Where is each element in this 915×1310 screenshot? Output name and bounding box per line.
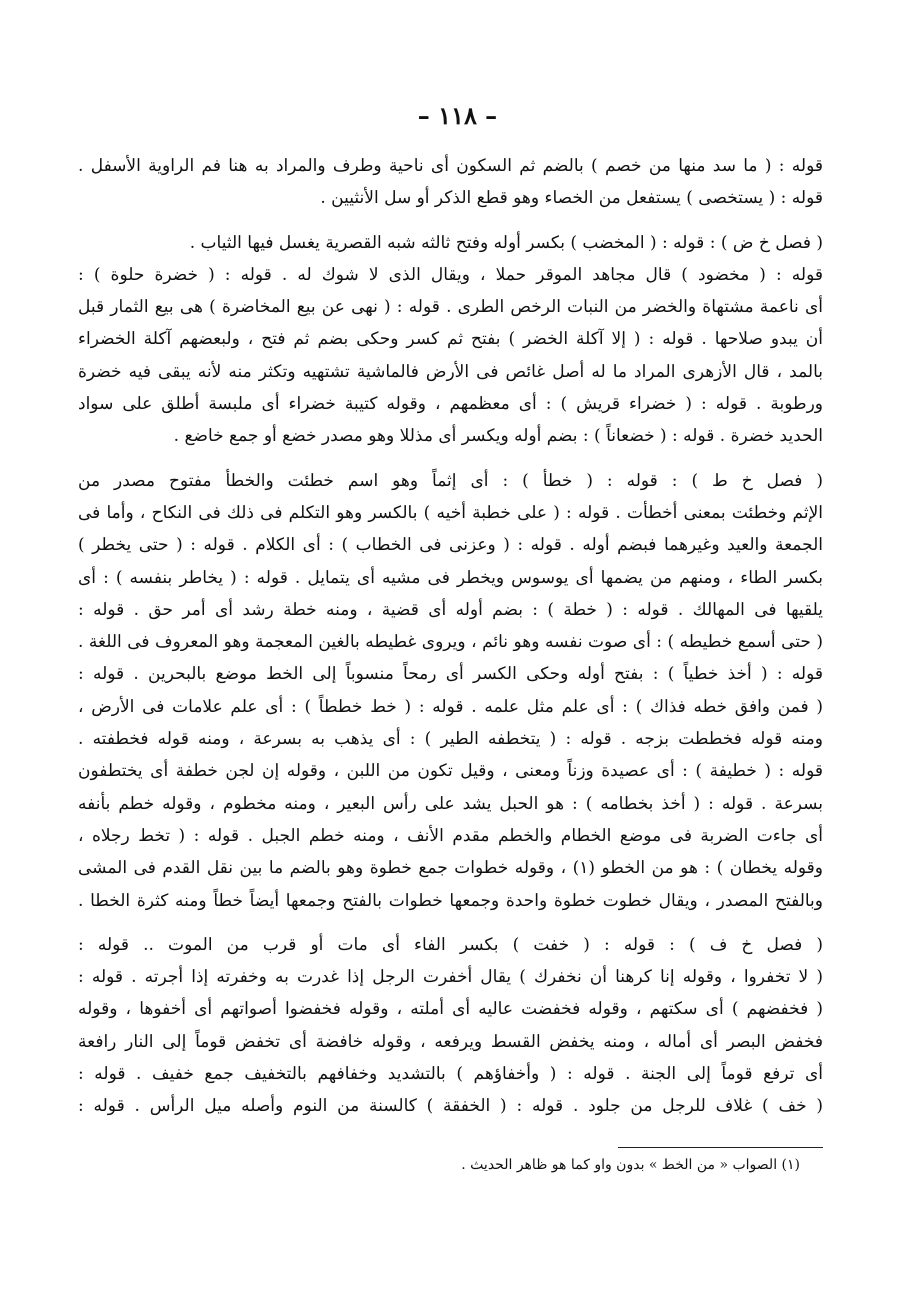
- text-line: ( خف ) غلاف للرجل من جلود . قوله : ( الخفقة ) كالسنة من النوم وأصله ميل الرأس . قوله :: [78, 1096, 823, 1117]
- text-line: قوله : ( أخذ خطياً ) : بفتح أوله وحكى الكسر أى رمحاً منسوباً إلى الخط موضع بالبحرين . قوله :: [78, 664, 823, 685]
- footnote-divider: [618, 1147, 823, 1148]
- text-line: الإثم وخطئت بمعنى أخطأت . قوله : ( على خطبة أخيه ) بالكسر وهو التكلم فى ذلك فى النكاح ، وأما فى: [78, 502, 823, 523]
- text-line: الجمعة والعيد وغيرهما فبضم أوله . قوله : ( وعزنى فى الخطاب ) : أى الكلام . قوله : ( حتى يخطر ): [78, 535, 823, 556]
- text-line: ( حتى أسمع خطيطه ) : أى صوت نفسه وهو نائم ، ويروى غطيطه بالغين المعجمة وهو المعروف فى اللغة .: [78, 632, 823, 653]
- text-line: قوله : ( ما سد منها من خصم ) بالضم ثم السكون أى ناحية وطرف والمراد به هنا فم الراوية الأسفل .: [78, 156, 823, 176]
- text-line: ( لا تخفروا ، وقوله إنا كرهنا أن نخفرك ) يقال أخفرت الرجل إذا غدرت به وخفرته إذا أجرته . قوله :: [78, 967, 823, 988]
- text-line: أن يبدو صلاحها . قوله : ( إلا آكلة الخضر ) بفتح ثم كسر وحكى بضم ثم فتح ، ولبعضهم آكلة الخضراء: [78, 329, 823, 350]
- paragraph-gap: [78, 917, 823, 929]
- text-line: أى ناعمة مشتهاة والخضر من النبات الرخص الطرى . قوله : ( نهى عن بيع المخاضرة ) هى بيع الثمار قبل: [78, 297, 823, 318]
- footnote: (١) الصواب « من الخط » بدون واو كما هو ظاهر الحديث .: [461, 1157, 800, 1173]
- paragraph-gap: [78, 215, 823, 227]
- body-text: [78, 150, 823, 1123]
- text-line: قوله : ( مخضود ) قال مجاهد الموقر حملا ، ويقال الذى لا شوك له . قوله : ( خضرة حلوة ) :: [78, 264, 823, 285]
- text-line: بسرعة . قوله : ( أخذ بخطامه ) : هو الحبل يشد على رأس البعير ، ومنه مخطوم ، وقوله خطم بأنفه: [78, 793, 823, 814]
- page-number: – ١١٨ –: [417, 101, 498, 130]
- text-line: ( فمن وافق خطه فذاك ) : أى علم مثل علمه . قوله : ( خط خططاً ) : أى علم علامات فى الأرض ،: [78, 696, 823, 717]
- text-line: ( فصل خ ف ) : قوله : ( خفت ) بكسر الفاء أى مات أو قرب من الموت .. قوله :: [78, 934, 823, 955]
- text-line: قوله : ( يستخصى ) يستفعل من الخصاء وهو قطع الذكر أو سل الأنثيين .: [320, 188, 823, 209]
- text-line: قوله : ( خطيفة ) : أى عصيدة وزناً ومعنى ، وقيل تكون من اللبن ، وقوله إن لجن خطفة أى يختطفون: [78, 761, 823, 782]
- text-line: وقوله يخطان ) : هو من الخطو (١) ، وقوله خطوات جمع خطوة وهو بالضم ما بين نقل القدم فى المشى: [78, 858, 823, 879]
- paragraph-gap: [78, 453, 823, 465]
- text-line: بكسر الطاء ، ومنهم من يضمها أى يوسوس ويخطر فى مشيه أى يتمايل . قوله : ( يخاطر بنفسه ) : أى: [78, 567, 823, 588]
- text-line: يلقيها فى المهالك . قوله : ( خطة ) : بضم أوله أى قضية ، ومنه خطة رشد أى أمر حق . قوله :: [78, 599, 823, 620]
- text-line: ورطوبة . قوله : ( خضراء قريش ) : أى معظمهم ، وقوله كتيبة خضراء أى ملبسة أطلق على سواد: [78, 394, 823, 415]
- text-line: وبالفتح المصدر ، ويقال خطوت خطوة واحدة وجمعها خطوات بالفتح وجمعها أيضاً خطاً ومنه كثرة الخطا .: [78, 890, 823, 911]
- text-line: ومنه قوله فخططت بزجه . قوله : ( يتخطفه الطير ) : أى يذهب به بسرعة ، ومنه قوله فخطفته .: [78, 729, 823, 750]
- text-line: أى ترفع قوماً إلى الجنة . قوله : ( وأخفاؤهم ) بالتشديد وخفافهم بالتخفيف جمع خفيف . قوله :: [78, 1064, 823, 1085]
- text-line: فخفض البصر أى أماله ، ومنه يخفض القسط ويرفعه ، وقوله خافضة أى تخفض قوماً إلى النار رافعة: [78, 1031, 823, 1052]
- text-line: ( فخفضهم ) أى سكتهم ، وقوله فخفضت عاليه أى أملته ، وقوله فخفضوا أصواتهم أى أخفوها ، وقوله: [78, 999, 823, 1020]
- text-line: بالمد ، قال الأزهرى المراد ما له أصل غائص فى الأرض فالماشية تشتهيه وتكثر منه لأنه يبقى فيه خضرة: [78, 361, 823, 382]
- text-line: الحديد خضرة . قوله : ( خضعاناً ) : بضم أوله ويكسر أى مذللا وهو مصدر خضع أو جمع خاضع .: [173, 426, 823, 447]
- text-line: ( فصل خ ط ) : قوله : ( خطأ ) : أى إثماً وهو اسم خطئت والخطأ مفتوح مصدر من: [78, 470, 823, 491]
- text-line: ( فصل خ ض ) : قوله : ( المخضب ) بكسر أوله وفتح ثالثه شبه القصرية يغسل فيها الثياب .: [189, 232, 823, 253]
- text-line: أى جاءت الضربة فى موضع الخطام والخطم مقدم الأنف ، ومنه خطم الجبل . قوله : ( تخط رجلاه ،: [78, 825, 823, 846]
